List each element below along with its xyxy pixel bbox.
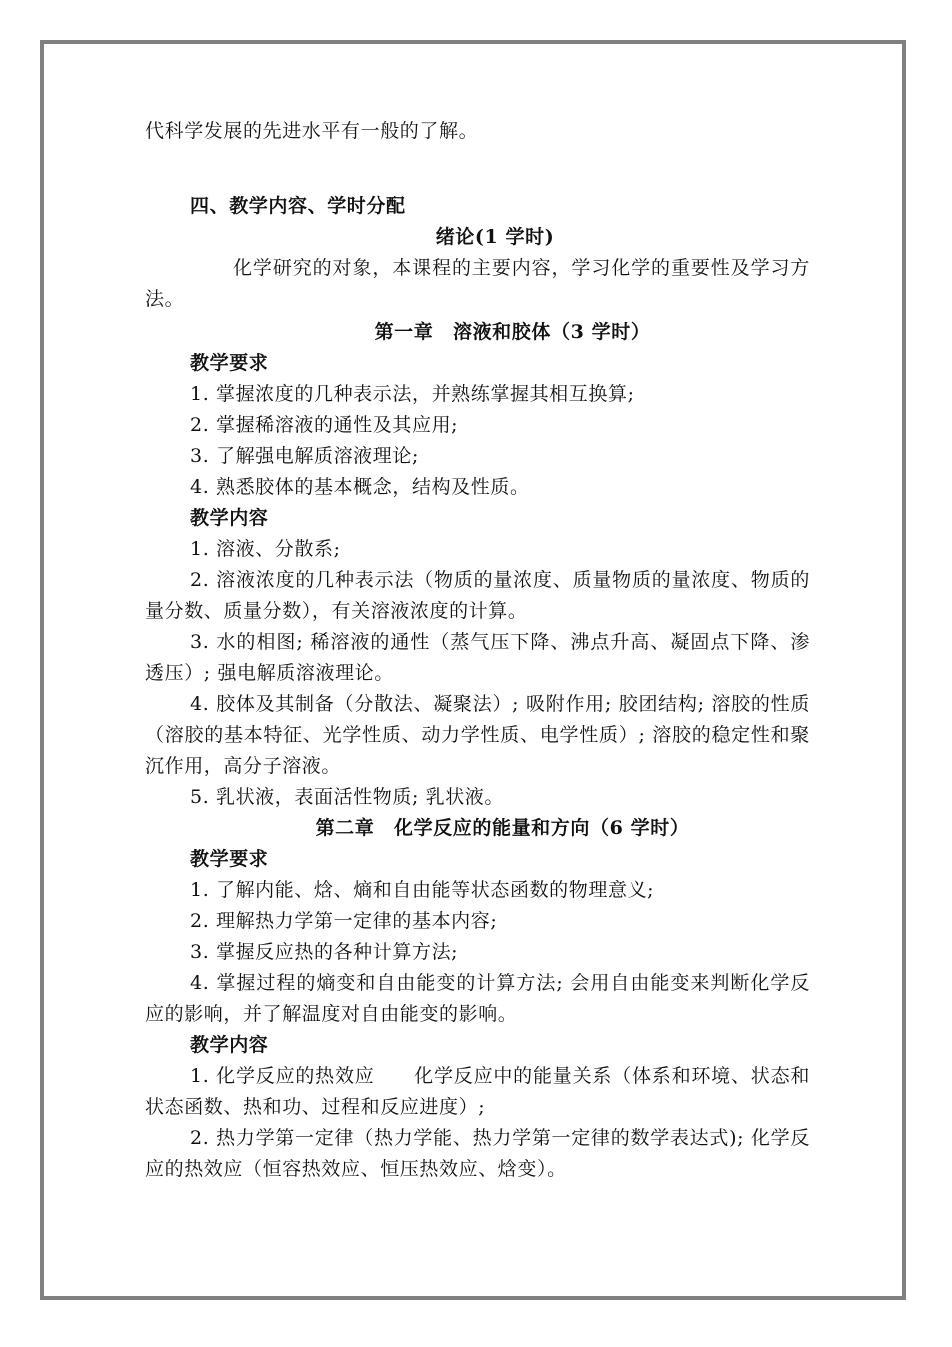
chapter1-requirement: 2. 掌握稀溶液的通性及其应用; — [190, 414, 459, 436]
chapter2-requirements-heading: 教学要求 — [190, 848, 269, 870]
chapter1-title: 第一章 溶液和胶体（3 学时） — [374, 321, 651, 343]
chapter2-title: 第二章 化学反应的能量和方向（6 学时） — [315, 817, 690, 839]
chapter2-content-item: 2. 热力学第一定律（热力学能、热力学第一定律的数学表达式); 化学反应的热效应（恒容热效应、恒压热效应、焓变）。 — [145, 1127, 810, 1180]
chapter1-requirement: 1. 掌握浓度的几种表示法，并熟练掌握其相互换算; — [190, 383, 635, 405]
chapter1-requirement: 3. 了解强电解质溶液理论; — [190, 445, 419, 467]
chapter1-content-heading: 教学内容 — [190, 507, 269, 529]
chapter2-requirement: 4. 掌握过程的熵变和自由能变的计算方法; 会用自由能变来判断化学反应的影响，并了解温度对自由能变的影响。 — [145, 972, 810, 1025]
chapter2-content-heading: 教学内容 — [190, 1034, 269, 1056]
chapter1-content-item: 1. 溶液、分散系; — [190, 538, 341, 560]
intro-text: 化学研究的对象，本课程的主要内容，学习化学的重要性及学习方法。 — [145, 257, 810, 310]
document-body — [145, 116, 810, 1185]
chapter2-requirement: 2. 理解热力学第一定律的基本内容; — [190, 910, 498, 932]
continuation-text: 代科学发展的先进水平有一般的了解。 — [145, 120, 479, 142]
section-heading: 四、教学内容、学时分配 — [190, 195, 406, 217]
chapter1-requirement: 4. 熟悉胶体的基本概念，结构及性质。 — [190, 476, 530, 498]
chapter2-requirement: 1. 了解内能、焓、熵和自由能等状态函数的物理意义; — [190, 879, 655, 901]
chapter2-requirement: 3. 掌握反应热的各种计算方法; — [190, 941, 459, 963]
chapter1-requirements-heading: 教学要求 — [190, 352, 269, 374]
chapter1-content-item: 2. 溶液浓度的几种表示法（物质的量浓度、质量物质的量浓度、物质的量分数、质量分数），有关溶液浓度的计算。 — [145, 569, 810, 622]
chapter1-content-item: 3. 水的相图; 稀溶液的通性（蒸气压下降、沸点升高、凝固点下降、渗透压）; 强电解质溶液理论。 — [145, 631, 810, 684]
chapter2-content-item: 1. 化学反应的热效应 化学反应中的能量关系（体系和环境、状态和状态函数、热和功、过程和反应进度）; — [145, 1065, 810, 1118]
chapter1-content-item: 5. 乳状液，表面活性物质; 乳状液。 — [190, 786, 505, 808]
intro-title: 绪论(1 学时) — [435, 226, 555, 248]
chapter1-content-item: 4. 胶体及其制备（分散法、凝聚法）; 吸附作用; 胶团结构; 溶胶的性质（溶胶的基本特征、光学性质、动力学性质、电学性质）; 溶胶的稳定性和聚沉作用，高分子溶液。 — [145, 693, 810, 777]
